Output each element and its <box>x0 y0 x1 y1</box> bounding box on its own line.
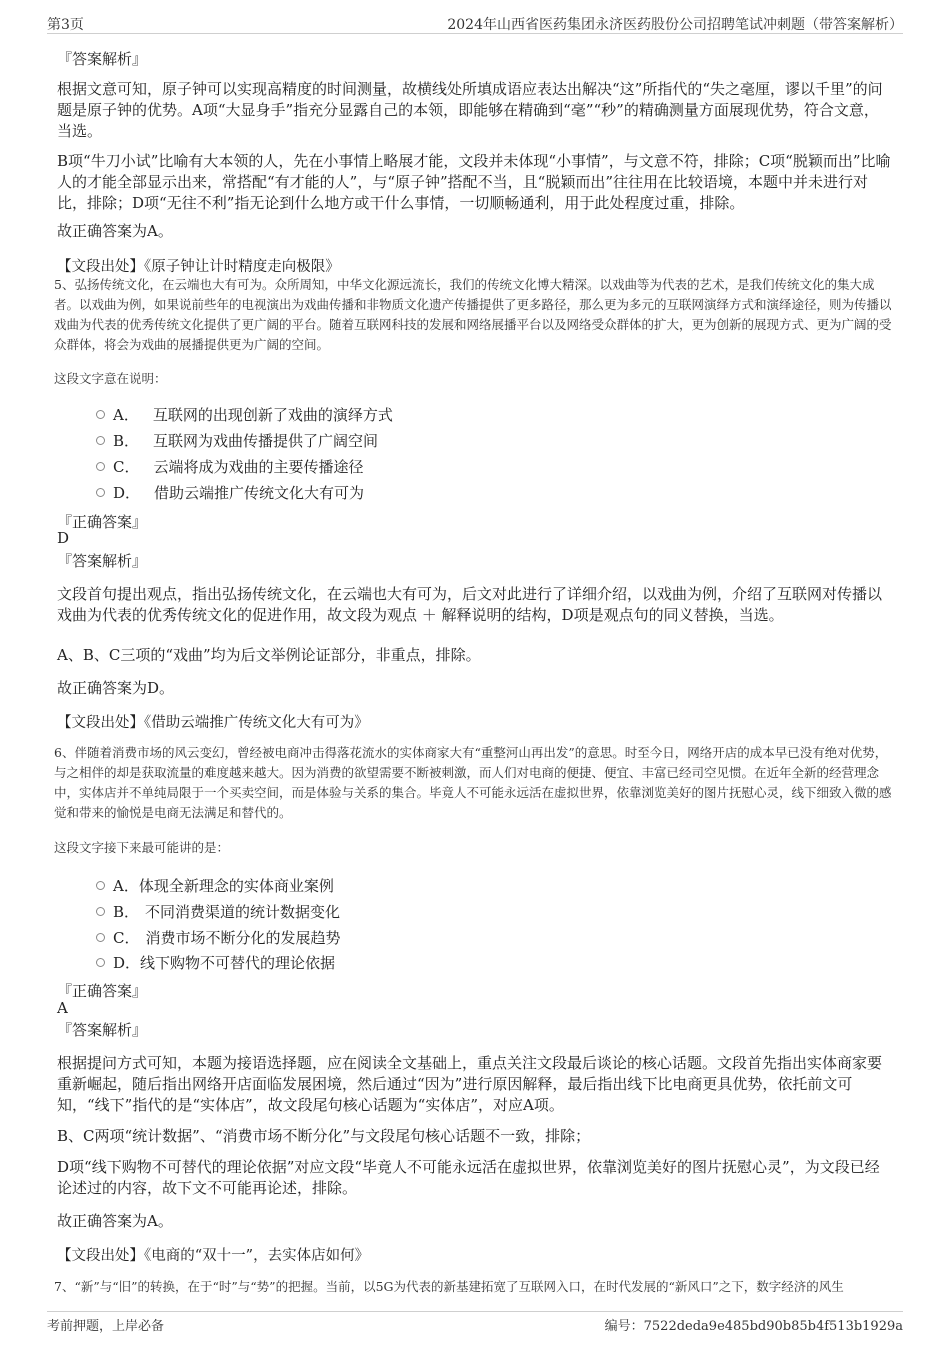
radio-icon[interactable] <box>96 436 105 445</box>
question-5-option-d[interactable] <box>96 482 364 503</box>
source-citation: 【文段出处】《原子钟让计时精度走向极限》 <box>57 259 340 275</box>
question-5-option-b[interactable] <box>96 430 378 451</box>
option-text: 互联网为戏曲传播提供了广阔空间 <box>153 432 379 450</box>
question-6-text: 6、伴随着消费市场的风云变幻，曾经被电商冲击得落花流水的实体商家大有“重整河山再出发”的意思。时至今日，网络开店的成本早已没有绝对优势，与之相伴的却是获取流量的难度越来越大。因为消费的欲望需要不断被刺激，而人们对电商的便捷、便宜、丰富已经司空见惯。在近年全新的经营理念中，实体店并不单纯局限于一个买卖空间，而是体验与关系的集合。毕竟人不可能永远活在虚拟世界，依靠浏览美好的图片抚慰心灵，线下细致入微的感觉和带来的愉悦是电商无法满足和替代的。 <box>54 745 892 820</box>
analysis-paragraph: B项“牛刀小试”比喻有大本领的人，先在小事情上略展才能，文段并未体现“小事情”，与文意不符，排除；C项“脱颖而出”比喻人的才能全部显示出来，常搭配“有才能的人”，与“原子钟”搭配不当，且“脱颖而出”往往用在比较语境，本题中并未进行对比，排除；D项“无往不利”指无论到什么地方或干什么事情，一切顺畅通利，用于此处程度过重，排除。 <box>57 152 891 212</box>
conclusion-text: 故正确答案为A。 <box>57 1212 173 1230</box>
analysis-label: 『答案解析』 <box>57 50 148 68</box>
option-letter: B． <box>113 432 140 450</box>
option-letter: D． <box>113 954 141 972</box>
question-6-option-a[interactable] <box>96 875 334 896</box>
source-citation: 【文段出处】《借助云端推广传统文化大有可为》 <box>57 715 369 731</box>
option-text: 线下购物不可替代的理论依据 <box>140 954 336 972</box>
option-letter: B． <box>113 903 140 921</box>
option-text: 不同消费渠道的统计数据变化 <box>145 903 341 921</box>
option-letter: A． <box>113 877 139 895</box>
page-number: 第3页 <box>47 17 84 33</box>
analysis-label: 『答案解析』 <box>57 552 148 570</box>
question-5-option-a[interactable] <box>96 404 393 425</box>
correct-answer-value: A <box>57 999 68 1017</box>
radio-icon[interactable] <box>96 462 105 471</box>
option-letter: D． <box>113 484 141 502</box>
analysis-label: 『答案解析』 <box>57 1021 148 1039</box>
question-7-text: 7、“新”与“旧”的转换，在于“时”与“势”的把握。当前，以5G为代表的新基建拓宽了互联网入口，在时代发展的“新风口”之下，数字经济的风生 <box>54 1279 844 1294</box>
analysis-paragraph: 根据提问方式可知，本题为接语选择题，应在阅读全文基础上，重点关注文段最后谈论的核心话题。文段首先指出实体商家要重新崛起，随后指出网络开店面临发展困境，然后通过“因为”进行原因解释，最后指出线下比电商更具优势，依托前文可知，“线下”指代的是“实体店”，故文段尾句核心话题为“实体店”，对应A项。 <box>57 1054 883 1114</box>
document-serial: 编号：7522deda9e485bd90b85b4f513b1929a <box>604 1319 903 1334</box>
conclusion-text: 故正确答案为A。 <box>57 222 173 240</box>
question-6-option-b[interactable] <box>96 901 340 922</box>
option-text: 云端将成为戏曲的主要传播途径 <box>153 458 364 476</box>
option-letter: C． <box>113 458 140 476</box>
radio-icon[interactable] <box>96 410 105 419</box>
option-text: 互联网的出现创新了戏曲的演绎方式 <box>152 406 393 424</box>
question-6-option-d[interactable] <box>96 952 335 973</box>
analysis-paragraph: B、C两项“统计数据”、“消费市场不断分化”与文段尾句核心话题不一致，排除； <box>57 1127 591 1145</box>
correct-answer-value: D <box>57 529 70 547</box>
radio-icon[interactable] <box>96 488 105 497</box>
radio-icon[interactable] <box>96 933 105 942</box>
document-title: 2024年山西省医药集团永济医药股份公司招聘笔试冲刺题（带答案解析） <box>447 17 903 33</box>
footer-slogan: 考前押题，上岸必备 <box>47 1319 165 1334</box>
option-letter: C． <box>113 929 140 947</box>
conclusion-text: 故正确答案为D。 <box>57 679 175 697</box>
option-text: 借助云端推广传统文化大有可为 <box>154 484 365 502</box>
analysis-paragraph: D项“线下购物不可替代的理论依据”对应文段“毕竟人不可能永远活在虚拟世界，依靠浏览美好的图片抚慰心灵”，为文段已经论述过的内容，故下文不可能再论述，排除。 <box>57 1158 880 1197</box>
source-citation: 【文段出处】《电商的“双十一”，去实体店如何》 <box>57 1248 370 1264</box>
analysis-paragraph: A、B、C三项的“戏曲”均为后文举例论证部分，非重点，排除。 <box>57 646 481 664</box>
question-5-text: 5、弘扬传统文化，在云端也大有可为。众所周知，中华文化源远流长，我们的传统文化博大精深。以戏曲等为代表的艺术，是我们传统文化的集大成者。以戏曲为例，如果说前些年的电视演出为戏曲传播和非物质文化遗产传播提供了更多路径，那么更为多元的互联网演绎方式和演绎途径，则为传播以戏曲为代表的优秀传统文化提供了更广阔的平台。随着互联网科技的发展和网络展播平台以及网络受众群体的扩大，更为创新的展现方式、更为广阔的受众群体，将会为戏曲的展播提供更为广阔的空间。 <box>54 277 892 352</box>
question-5-prompt: 这段文字意在说明： <box>54 371 167 386</box>
radio-icon[interactable] <box>96 907 105 916</box>
analysis-paragraph: 文段首句提出观点，指出弘扬传统文化，在云端也大有可为，后文对此进行了详细介绍，以戏曲为例，介绍了互联网对传播以戏曲为代表的优秀传统文化的促进作用，故文段为观点 ＋ 解释说明的结构，D项是观点句的同义替换，当选。 <box>57 585 883 624</box>
radio-icon[interactable] <box>96 881 105 890</box>
correct-answer-label: 『正确答案』 <box>57 982 148 1000</box>
option-letter: A． <box>113 406 139 424</box>
analysis-paragraph: 根据文意可知，原子钟可以实现高精度的时间测量，故横线处所填成语应表达出解决“这”所指代的“失之毫厘，谬以千里”的问题是原子钟的优势。A项“大显身手”指充分显露自己的本领，即能够在精确到“毫”“秒”的精确测量方面展现优势，符合文意，当选。 <box>57 80 883 140</box>
footer-divider <box>47 1311 903 1312</box>
option-text: 体现全新理念的实体商业案例 <box>138 877 334 895</box>
option-text: 消费市场不断分化的发展趋势 <box>145 929 341 947</box>
question-6-prompt: 这段文字接下来最可能讲的是： <box>54 840 230 855</box>
radio-icon[interactable] <box>96 958 105 967</box>
correct-answer-label: 『正确答案』 <box>57 513 148 531</box>
header-divider <box>47 33 903 34</box>
question-5-option-c[interactable] <box>96 456 364 477</box>
question-6-option-c[interactable] <box>96 927 341 948</box>
